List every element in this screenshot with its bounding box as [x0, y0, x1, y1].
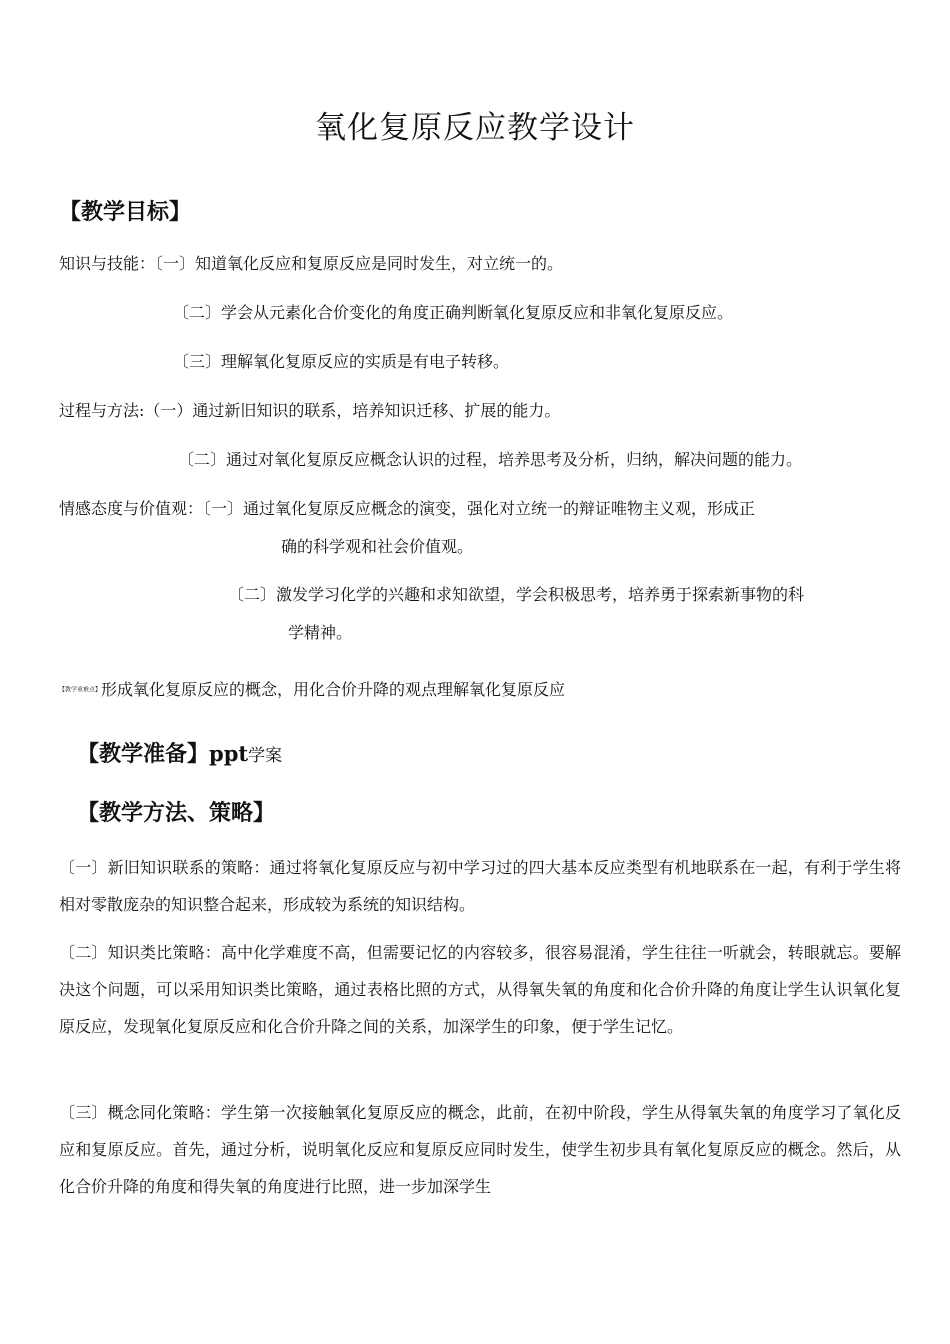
emotion-item-2a: 〔二〕激发学习化学的兴趣和求知欲望，学会积极思考，培养勇于探索新事物的科 — [228, 585, 805, 604]
knowledge-label: 知识与技能： — [59, 254, 156, 273]
knowledge-item-3: 〔三〕理解氧化复原反应的实质是有电子转移。 — [173, 352, 510, 371]
process-label: 过程与方法: — [59, 401, 145, 420]
knowledge-line-1 — [59, 254, 563, 274]
emotion-label: 情感态度与价值观： — [59, 499, 204, 518]
emotion-item-1b: 确的科学观和社会价值观。 — [281, 537, 474, 556]
knowledge-item-2: 〔二〕学会从元素化合价变化的角度正确判断氧化复原反应和非氧化复原反应。 — [173, 303, 734, 322]
key-points-text: 形成氧化复原反应的概念，用化合价升降的观点理解氧化复原反应 — [101, 680, 566, 699]
emotion-line-1 — [59, 499, 755, 519]
key-points-label: 【教学重难点】 — [59, 686, 102, 694]
preparation-rest: 学案 — [248, 746, 283, 766]
process-item-1: （一）通过新旧知识的联系，培养知识迁移、扩展的能力。 — [144, 401, 561, 420]
process-line-1 — [59, 401, 560, 421]
methods-paragraph-1: 〔一〕新旧知识联系的策略：通过将氧化复原反应与初中学习过的四大基本反应类型有机地联系在一起，有利于学生将相对零散庞杂的知识整合起来，形成较为系统的知识结构。 — [59, 858, 901, 914]
emotion-item-2b: 学精神。 — [288, 623, 353, 642]
objectives-heading: 【教学目标】 — [59, 200, 192, 225]
methods-paragraph-3: 〔三〕概念同化策略：学生第一次接触氧化复原反应的概念，此前，在初中阶段，学生从得氧失氧的角度学习了氧化反应和复原反应。首先，通过分析，说明氧化反应和复原反应同时发生，使学生初步具有氧化复原反应的概念。然后，从化合价升降的角度和得失氧的角度进行比照，进一步加深学生 — [59, 1103, 901, 1196]
key-points-line — [59, 680, 565, 701]
emotion-item-1a: 〔一〕通过氧化复原反应概念的演变，强化对立统一的辩证唯物主义观，形成正 — [203, 499, 756, 518]
preparation-heading — [77, 737, 282, 768]
process-item-2: 〔二〕通过对氧化复原反应概念认识的过程，培养思考及分析，归纳，解决问题的能力。 — [178, 450, 803, 469]
document-title: 氧化复原反应教学设计 — [315, 110, 635, 146]
knowledge-item-1: 〔一〕知道氧化反应和复原反应是同时发生，对立统一的。 — [155, 254, 564, 273]
preparation-ppt: ppt — [209, 741, 249, 766]
methods-paragraph-2: 〔二〕知识类比策略：高中化学难度不高，但需要记忆的内容较多，很容易混淆，学生往往一听就会，转眼就忘。要解决这个问题，可以采用知识类比策略，通过表格比照的方式，从得氧失氧的角度和化合价升降的角度让学生认识氧化复原反应，发现氧化复原反应和化合价升降之间的关系，加深学生的印象，便于学生记忆。 — [59, 943, 901, 1036]
preparation-heading-label: 【教学准备】 — [77, 742, 210, 767]
methods-heading: 【教学方法、策略】 — [77, 801, 276, 826]
